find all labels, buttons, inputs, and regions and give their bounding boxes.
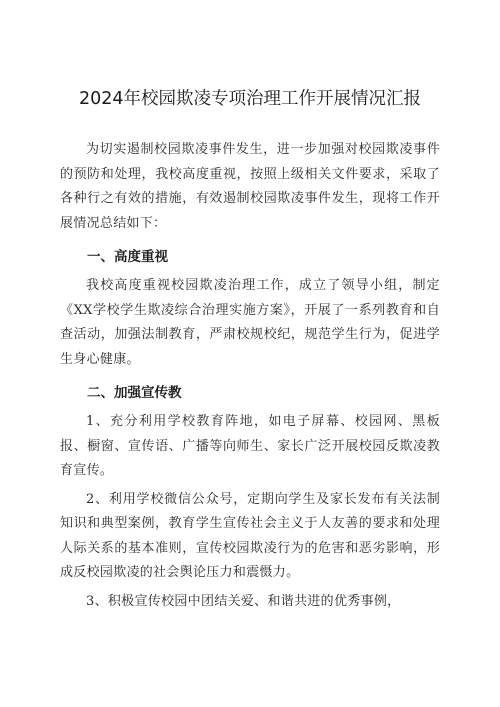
spacer bbox=[60, 372, 440, 376]
section-2-paragraph-1: 1、充分利用学校教育阵地，如电子屏幕、校园网、黑板报、橱窗、宣传语、广播等向师生、家长广泛开展校园反欺凌教育宣传。 bbox=[60, 414, 440, 478]
section-heading-2: 二、加强宣传教 bbox=[87, 385, 182, 401]
section-1-paragraph-1: 我校高度重视校园欺凌治理工作，成立了领导小组，制定《XX学校学生欺凌综合治理实施方案》，开展了一系列教育和自查活动，加强法制教育，严肃校规校纪，规范学生行为，促进学生身心健康。 bbox=[60, 278, 440, 367]
section-2-paragraph-3: 3、积极宣传校园中团结关爱、和谐共进的优秀事例， bbox=[86, 593, 401, 609]
document-title: 2024年校园欺凌专项治理工作开展情况汇报 bbox=[78, 89, 422, 109]
intro-paragraph: 为切实遏制校园欺凌事件发生，进一步加强对校园欺凌事件的预防和处理，我校高度重视，按照上级相关文件要求，采取了各种行之有效的措施，有效遏制校园欺凌事件发生，现将工作开展情况总结如下： bbox=[60, 142, 440, 231]
section-2-paragraph-2: 2、利用学校微信公众号，定期向学生及家长发布有关法制知识和典型案例，教育学生宣传社会主义于人友善的要求和处理人际关系的基本准则，宣传校园欺凌行为的危害和恶劣影响，形成反校园欺凌的社会舆论压力和震慑力。 bbox=[60, 491, 440, 580]
section-heading-1: 一、高度重视 bbox=[87, 249, 168, 265]
spacer bbox=[60, 236, 440, 240]
